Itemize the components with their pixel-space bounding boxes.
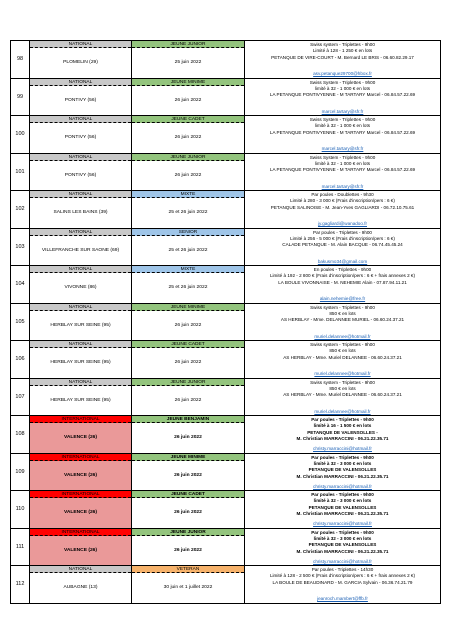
level-cell — [30, 191, 132, 228]
detail-line: PETANQUE DE VALENSOLLES - — [307, 429, 378, 435]
table-row — [11, 529, 441, 567]
table-row — [11, 454, 441, 492]
event-date: 26 juin 2022 — [174, 97, 202, 103]
level-tag: NATIONAL — [30, 379, 131, 386]
detail-line: CALADE PETANQUE - M. Alain BACQUE - 06.74.45.45.24 — [282, 242, 403, 248]
detail-line: AS HERBLAY - Mme. Muriel DELANNEE - 06.60.24.37.21 — [283, 354, 402, 360]
category-tag: SENIOR — [132, 229, 244, 236]
table-row — [11, 79, 441, 117]
row-number: 102 — [11, 191, 30, 228]
category-cell — [132, 491, 245, 528]
detail-line: LA BOULE VIVONNAISE - M. NEHEMIE Alain - 07.87.94.11.21 — [278, 279, 407, 285]
detail-line: M. Christian MARRACCINI - 06.21.22.35.71 — [296, 548, 389, 554]
venue: HERBLAY SUR SEINE (95) — [50, 322, 111, 328]
table-row — [11, 566, 441, 604]
level-tag: INTERNATIONAL — [30, 416, 131, 423]
event-details — [245, 491, 440, 528]
category-tag: JEUNE MINIME — [132, 454, 244, 461]
level-tag: NATIONAL — [30, 566, 131, 573]
category-tag: VETERAN — [132, 566, 244, 573]
level-tag: NATIONAL — [30, 116, 131, 123]
event-date: 26 juin 2022 — [174, 172, 202, 178]
event-date: 26 juin 2022 — [174, 322, 202, 328]
table-row — [11, 491, 441, 529]
detail-line: Swiss system - Triplettes - 9h00 — [310, 342, 375, 347]
event-details — [245, 454, 440, 491]
event-date: 26 juin 2022 — [174, 472, 202, 478]
detail-line: PETANQUE SALINOISE - M. Jean-Yves GAGLIARDI - 06.72.10.75.61 — [270, 204, 415, 210]
detail-line: Swiss system - Triplettes - 9h00 — [310, 379, 375, 385]
row-number: 99 — [11, 79, 30, 116]
event-date: 25 et 26 juin 2022 — [168, 247, 208, 253]
contact-email-link[interactable]: christy.marraccini@hotmail.fr — [313, 521, 372, 527]
table-row — [11, 266, 441, 304]
contact-email-link[interactable]: asv.petanque29700@hbox.fr — [313, 71, 372, 77]
category-cell — [132, 416, 245, 453]
category-tag: MIXTE — [132, 191, 244, 198]
row-number: 111 — [11, 529, 30, 566]
detail-line: 850 € en lots — [329, 385, 356, 391]
category-cell — [132, 341, 245, 378]
detail-line: M. Christian MARRACCINI - 06.21.22.35.71 — [296, 511, 389, 517]
row-number: 104 — [11, 266, 30, 303]
level-tag: INTERNATIONAL — [30, 454, 131, 461]
level-cell — [30, 79, 132, 116]
category-cell — [132, 379, 245, 416]
category-tag: JEUNE CADET — [132, 116, 244, 123]
event-details — [245, 266, 440, 303]
detail-line: Par poules - Triplettes - 9h00 — [311, 492, 374, 497]
table-row — [11, 229, 441, 267]
event-details — [245, 41, 440, 78]
venue: PONTIVY (56) — [64, 172, 97, 178]
level-tag: NATIONAL — [30, 304, 131, 311]
event-details — [245, 304, 440, 341]
venue: VALENCE (26) — [30, 498, 131, 528]
detail-line: Swiss system - Triplettes - 9h00 — [310, 304, 375, 310]
level-cell — [30, 379, 132, 416]
detail-line: limité à 32 - 3 000 € en lots — [313, 460, 372, 466]
level-tag: NATIONAL — [30, 191, 131, 198]
level-cell — [30, 266, 132, 303]
venue: VILLEFRANCHE SUR SAONE (69) — [41, 247, 120, 253]
detail-line: Limité à 128 - 1 250 € en lots — [312, 48, 373, 54]
event-details — [245, 229, 440, 266]
category-cell — [132, 266, 245, 303]
venue: PONTIVY (56) — [64, 97, 97, 103]
level-cell — [30, 491, 132, 528]
venue: VALENCE (26) — [30, 423, 131, 453]
level-cell — [30, 304, 132, 341]
detail-line: Swiss System - Triplettes - 9h00 — [309, 154, 376, 160]
contact-email-link[interactable]: marcel.tartary@sfr.fr — [321, 146, 364, 152]
category-cell — [132, 529, 245, 566]
category-cell — [132, 116, 245, 153]
event-details — [245, 154, 440, 191]
detail-line: Limité à 256 - 5 000 € (Frais d'inscription/pers : 6 €) — [290, 235, 395, 241]
category-tag: JEUNE MINIME — [132, 79, 244, 86]
event-date: 26 juin 2022 — [174, 360, 202, 366]
level-cell — [30, 529, 132, 566]
detail-line: Par poules - Triplettes - 14h30 — [311, 567, 374, 572]
level-tag: NATIONAL — [30, 229, 131, 236]
row-number: 108 — [11, 416, 30, 453]
category-tag: JEUNE BENJAMIN — [132, 416, 244, 423]
detail-line: PETANQUE DE VALENSOLLES — [308, 504, 377, 510]
level-cell — [30, 116, 132, 153]
contact-email-link[interactable]: muriel.delannee@hotmail.fr — [314, 333, 371, 339]
event-details — [245, 79, 440, 116]
category-tag: JEUNE JUNIOR — [132, 529, 244, 536]
table-row — [11, 116, 441, 154]
category-tag: JEUNE JUNIOR — [132, 41, 244, 48]
detail-line: M. Christian MARRACCINI - 06.21.22.35.71 — [296, 436, 389, 442]
level-cell — [30, 154, 132, 191]
table-row — [11, 304, 441, 342]
contact-email-link[interactable]: christy.marraccini@hotmail.fr — [313, 483, 372, 489]
venue: HERBLAY SUR SEINE (95) — [50, 397, 111, 403]
event-details — [245, 191, 440, 228]
detail-line: Limité à 280 - 3 000 € (Frais d'inscription/pers : 6 €) — [290, 198, 395, 204]
level-cell — [30, 566, 132, 603]
row-number: 107 — [11, 379, 30, 416]
detail-line: PETANQUE DE VALENSOLLES — [308, 467, 377, 473]
category-cell — [132, 41, 245, 78]
detail-line: limité à 32 - 1 000 € en lots — [314, 160, 371, 166]
level-tag: NATIONAL — [30, 341, 131, 348]
venue: VIVONNE (86) — [64, 285, 97, 291]
detail-line: En poules - Triplettes - 9h00 — [313, 267, 372, 272]
detail-line: LA PETANQUE PONTIVYENNE - M TARTARY Marcel - 06.84.57.22.69 — [269, 129, 416, 135]
detail-line: limité à 32 - 1 000 € en lots — [314, 123, 371, 129]
competition-table — [10, 40, 441, 604]
row-number: 106 — [11, 341, 30, 378]
event-date: 26 juin 2022 — [174, 510, 202, 516]
detail-line: 850 € en lots — [329, 310, 356, 316]
event-date: 30 juin et 1 juillet 2022 — [163, 585, 213, 591]
event-details — [245, 116, 440, 153]
detail-line: Par poules - Triplettes - 9h00 — [311, 454, 374, 460]
detail-line: Swiss system - Triplettes - 9h00 — [310, 42, 375, 47]
venue: PONTIVY (56) — [64, 135, 97, 141]
table-row — [11, 341, 441, 379]
contact-email-link[interactable]: jeanroch.mambert@ffb.fr — [317, 596, 368, 602]
detail-line: PETANQUE DE VIRE-COURT - M. Bernard LE BRIS - 06.60.82.29.17 — [271, 54, 414, 60]
detail-line: AS HERBLAY - Mme. DELANNEE MURIEL - 06.60.24.37.21 — [280, 317, 405, 323]
detail-line: limité à 16 - 1 500 € en lots — [313, 423, 372, 429]
level-tag: INTERNATIONAL — [30, 491, 131, 498]
row-number: 103 — [11, 229, 30, 266]
category-tag: JEUNE JUNIOR — [132, 379, 244, 386]
detail-line: AS HERBLAY - Mme. Muriel DELANNEE - 06.60.24.37.21 — [283, 392, 402, 398]
level-cell — [30, 341, 132, 378]
detail-line: LA PETANQUE PONTIVYENNE - M TARTARY Marcel - 06.84.57.22.69 — [269, 92, 416, 98]
detail-line: Par poules - Triplettes - 9h00 — [311, 529, 374, 535]
table-row — [11, 379, 441, 417]
event-date: 26 juin 2022 — [174, 547, 202, 553]
detail-line: limité à 32 - 3 000 € en lots — [313, 535, 372, 541]
contact-email-link[interactable]: muriel.delannee@hotmail.fr — [314, 371, 371, 377]
row-number: 112 — [11, 566, 30, 603]
contact-email-link[interactable]: christy.marraccini@hotmail.fr — [313, 558, 372, 564]
level-cell — [30, 229, 132, 266]
level-tag: NATIONAL — [30, 154, 131, 161]
detail-line: Limité à 192 - 2 800 € (Frais d'inscription/pers : 6 € + frais annexes 2 €) — [269, 273, 415, 279]
row-number: 98 — [11, 41, 30, 78]
contact-email-link[interactable]: alain.nehemie@free.fr — [319, 296, 366, 302]
category-cell — [132, 79, 245, 116]
event-details — [245, 529, 440, 566]
row-number: 100 — [11, 116, 30, 153]
level-tag: INTERNATIONAL — [30, 529, 131, 536]
detail-line: Par poules - Triplettes - 9h00 — [313, 229, 372, 235]
venue: VALENCE (26) — [30, 461, 131, 491]
category-tag: JEUNE CADET — [132, 491, 244, 498]
level-cell — [30, 41, 132, 78]
event-date: 25 et 26 juin 2022 — [168, 210, 208, 216]
contact-email-link[interactable]: bakusmo34@gmail.com — [317, 258, 368, 264]
row-number: 110 — [11, 491, 30, 528]
detail-line: Limité à 128 - 2 500 € (Frais d'inscription/pers : 6 € + frais annexes 2 €) — [269, 573, 415, 579]
detail-line: Swiss System - Triplettes - 9h00 — [309, 79, 376, 85]
detail-line: LA BOULE DE BEAUDINARD - M. GARCIA Sylvain - 06.36.74.21.79 — [272, 579, 413, 585]
contact-email-link[interactable]: marcel.tartary@sfr.fr — [321, 183, 364, 189]
detail-line: PETANQUE DE VALENSOLLES — [308, 542, 377, 548]
event-date: 26 juin 2022 — [174, 135, 202, 141]
detail-line: M. Christian MARRACCINI - 06.21.22.35.71 — [296, 473, 389, 479]
detail-line: LA PETANQUE PONTIVYENNE - M TARTARY Marcel - 06.84.57.22.69 — [269, 167, 416, 173]
detail-line: Par poules - Triplettes - 9h00 — [311, 417, 374, 422]
row-number: 101 — [11, 154, 30, 191]
detail-line: Swiss System - Triplettes - 9h00 — [309, 117, 376, 122]
category-tag: JEUNE JUNIOR — [132, 154, 244, 161]
detail-line: Par poules - Doublettes - 9h30 — [311, 192, 374, 197]
contact-email-link[interactable]: marcel.tartary@sfr.fr — [321, 108, 364, 114]
category-cell — [132, 154, 245, 191]
category-cell — [132, 304, 245, 341]
category-tag: MIXTE — [132, 266, 244, 273]
venue: HERBLAY SUR SEINE (95) — [50, 360, 111, 366]
level-cell — [30, 454, 132, 491]
contact-email-link[interactable]: muriel.delannee@hotmail.fr — [314, 408, 371, 414]
level-tag: NATIONAL — [30, 41, 131, 48]
event-details — [245, 416, 440, 453]
category-cell — [132, 191, 245, 228]
category-tag: JEUNE CADET — [132, 341, 244, 348]
table-row — [11, 416, 441, 454]
table-row — [11, 154, 441, 192]
event-date: 26 juin 2022 — [174, 397, 202, 403]
event-date: 25 et 26 juin 2022 — [168, 285, 208, 291]
category-cell — [132, 566, 245, 603]
venue: VALENCE (26) — [30, 536, 131, 566]
category-tag: JEUNE MINIME — [132, 304, 244, 311]
contact-email-link[interactable]: christy.marraccini@hotmail.fr — [313, 446, 372, 452]
venue: PLOMELIN (29) — [63, 60, 98, 66]
level-tag: NATIONAL — [30, 266, 131, 273]
event-details — [245, 379, 440, 416]
detail-line: limité à 32 - 3 000 € en lots — [313, 498, 372, 504]
contact-email-link[interactable]: jy.gagliardi@wanadoo.fr — [317, 221, 367, 227]
event-date: 25 juin 2022 — [174, 60, 202, 66]
detail-line: 850 € en lots — [329, 348, 356, 354]
table-row — [11, 191, 441, 229]
event-details — [245, 341, 440, 378]
detail-line: limité à 32 - 1 000 € en lots — [314, 85, 371, 91]
event-details — [245, 566, 440, 603]
level-cell — [30, 416, 132, 453]
event-date: 26 juin 2022 — [174, 435, 202, 441]
category-cell — [132, 229, 245, 266]
venue: AUBAGNE (13) — [63, 585, 98, 591]
category-cell — [132, 454, 245, 491]
row-number: 105 — [11, 304, 30, 341]
venue: SALINS LES BAINS (39) — [53, 210, 108, 216]
level-tag: NATIONAL — [30, 79, 131, 86]
row-number: 109 — [11, 454, 30, 491]
table-row — [11, 41, 441, 79]
